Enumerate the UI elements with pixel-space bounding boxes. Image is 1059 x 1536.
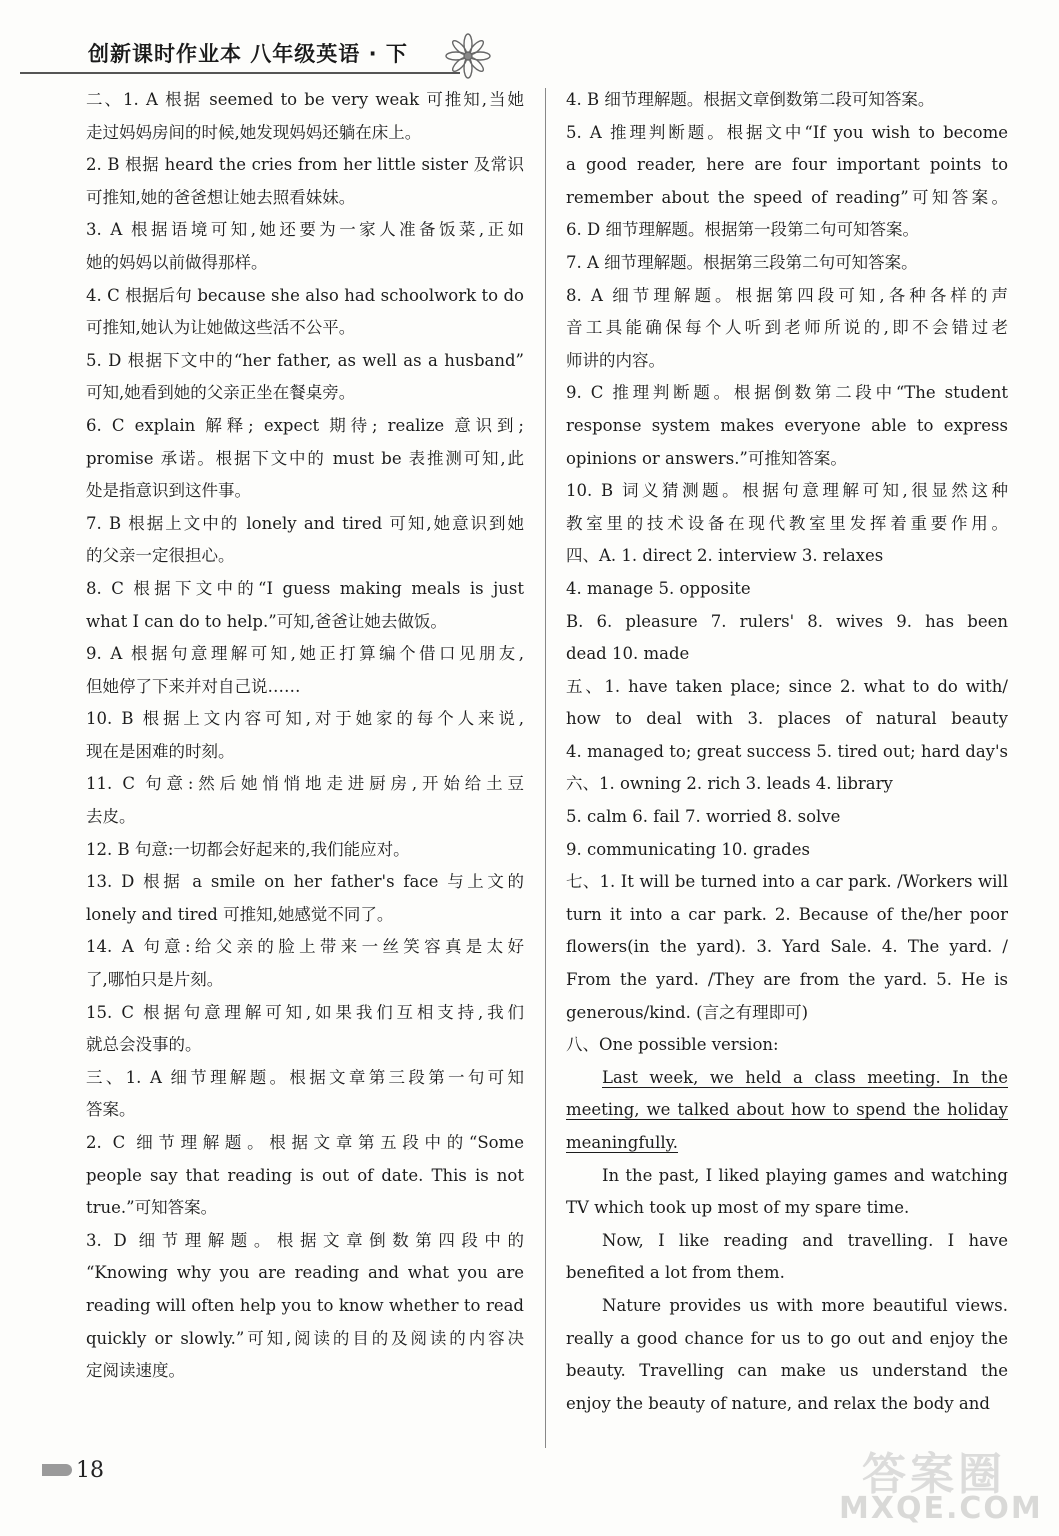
right-column — [566, 84, 1008, 1420]
text-line: lonely and tired 可推知,她感觉不同了。 — [86, 904, 394, 924]
text-line: 三、1. A 细节理解题。根据文章第三段第一句可知 — [86, 1067, 524, 1087]
text-line: 5. calm 6. fail 7. worried 8. solve — [566, 807, 841, 827]
text-line: 处是指意识到这件事。 — [86, 481, 251, 501]
text-line: TV which took up most of my spare time. — [566, 1198, 910, 1218]
text-line: B. 6. pleasure 7. rulers' 8. wives 9. has been — [566, 611, 1008, 631]
text-line: 5. A 推理判断题。根据文中“If you wish to become — [566, 122, 1008, 142]
text-line: beauty. Travelling can make us understand the — [566, 1361, 1008, 1381]
text-line: how to deal with 3. places of natural beauty — [566, 709, 1008, 729]
text-line: 八、One possible version: — [566, 1035, 779, 1055]
text-line: true.”可知答案。 — [86, 1198, 218, 1218]
text-line: 她的妈妈以前做得那样。 — [86, 252, 268, 272]
text-line: 答案。 — [86, 1100, 136, 1120]
text-line: 10. B 根据上文内容可知,对于她家的每个人来说, — [86, 709, 524, 729]
text-line: 现在是困难的时刻。 — [86, 741, 235, 761]
text-line: 四、A. 1. direct 2. interview 3. relaxes — [566, 546, 884, 566]
text-line: dead 10. made — [566, 644, 690, 664]
text-line: a good reader, here are four important points to — [566, 155, 1008, 175]
text-line: 4. manage 5. opposite — [566, 578, 751, 598]
header-rule — [20, 72, 460, 74]
column-divider — [545, 88, 546, 1448]
text-line: what I can do to help.”可知,爸爸让她去做饭。 — [86, 611, 447, 631]
text-line: 音工具能确保每个人听到老师所说的,即不会错过老 — [566, 318, 1008, 338]
text-line: 10. B 词义猜测题。根据句意理解可知,很显然这种 — [566, 481, 1008, 501]
text-line: 7. A 细节理解题。根据第三段第二句可知答案。 — [566, 252, 918, 272]
text-line: benefited a lot from them. — [566, 1263, 785, 1283]
text-line: 7. B 根据上文中的 lonely and tired 可知,她意识到她 — [86, 513, 524, 533]
text-line: 5. D 根据下文中的“her father, as well as a husband” — [86, 350, 524, 370]
text-line: 4. C 根据后句 because she also had schoolwork to do — [86, 285, 524, 305]
text-line: In the past, I liked playing games and watching — [602, 1165, 1008, 1185]
text-line: 教室里的技术设备在现代教室里发挥着重要作用。 — [566, 513, 1008, 533]
text-line: generous/kind. (言之有理即可) — [566, 1002, 809, 1022]
left-column — [86, 84, 524, 1388]
text-line: 6. C explain 解释; expect 期待; realize 意识到; — [86, 415, 524, 435]
text-line: Nature provides us with more beautiful views. — [602, 1295, 1008, 1315]
text-line: quickly or slowly.”可知,阅读的目的及阅读的内容决 — [86, 1328, 524, 1348]
text-line: 11. C 句意:然后她悄悄地走进厨房,开始给土豆 — [86, 774, 524, 794]
text-line: 9. A 根据句意理解可知,她正打算编个借口见朋友, — [86, 644, 524, 664]
text-line: reading will often help you to know whether to read — [86, 1295, 524, 1315]
text-line: 9. C 推理判断题。根据倒数第二段中“The student — [566, 383, 1008, 403]
text-line: 二、1. A 根据 seemed to be very weak 可推知,当她 — [86, 90, 524, 109]
text-line: response system makes everyone able to express — [566, 415, 1008, 435]
text-line: flowers(in the yard). 3. Yard Sale. 4. The yard. / — [566, 937, 1008, 957]
watermark — [839, 1438, 1043, 1530]
text-line: 的父亲一定很担心。 — [86, 546, 235, 566]
page-number: 18 — [76, 1457, 104, 1483]
text-line: 6. D 细节理解题。根据第一段第二句可知答案。 — [566, 220, 919, 240]
page-header — [20, 32, 520, 84]
text-line: 定阅读速度。 — [86, 1361, 185, 1381]
page-tab-icon — [42, 1464, 72, 1476]
book-title: 创新课时作业本 八年级英语 · 下 — [88, 42, 408, 66]
text-line: 可推知,她认为让她做这些活不公平。 — [86, 318, 356, 338]
watermark-logo: 答案圈 — [862, 1449, 1006, 1500]
text-line: remember about the speed of reading”可知答案。 — [566, 187, 1008, 207]
text-line: 可推知,她的爸爸想让她去照看妹妹。 — [86, 187, 356, 207]
text-line: Last week, we held a class meeting. In the — [602, 1067, 1008, 1087]
text-line: 8. A 细节理解题。根据第四段可知,各种各样的声 — [566, 285, 1008, 305]
watermark-url: MXQE.COM — [839, 1491, 1043, 1526]
text-line: opinions or answers.”可推知答案。 — [566, 448, 847, 468]
text-line: really a good chance for us to go out and enjoy the — [566, 1328, 1008, 1348]
text-line: 就总会没事的。 — [86, 1035, 202, 1055]
text-line: 13. D 根据 a smile on her father's face 与上文的 — [86, 872, 524, 892]
text-line: 4. managed to; great success 5. tired out; hard day's — [566, 741, 1008, 761]
text-line: 走过妈妈房间的时候,她发现妈妈还躺在床上。 — [86, 122, 422, 142]
text-line: promise 承诺。根据下文中的 must be 表推测可知,此 — [86, 448, 524, 468]
text-line: 去皮。 — [86, 807, 136, 827]
text-line: 五、1. have taken place; since 2. what to do with/ — [566, 676, 1008, 696]
text-line: “Knowing why you are reading and what you are — [86, 1263, 524, 1283]
text-line: 8. C 根据下文中的“I guess making meals is just — [86, 578, 524, 598]
text-line: 六、1. owning 2. rich 3. leads 4. library — [566, 774, 893, 794]
text-line: 可知,她看到她的父亲正坐在餐桌旁。 — [86, 383, 356, 403]
text-line: enjoy the beauty of nature, and relax the body and — [566, 1393, 990, 1413]
text-line: 2. B 根据 heard the cries from her little sister 及常识 — [86, 155, 524, 175]
text-line: 9. communicating 10. grades — [566, 839, 810, 859]
text-line: Now, I like reading and travelling. I have — [602, 1230, 1008, 1250]
text-line: 2. C 细节理解题。根据文章第五段中的“Some — [86, 1133, 524, 1152]
text-line: 14. A 句意:给父亲的脸上带来一丝笑容真是太好 — [86, 937, 524, 957]
text-line: turn it into a car park. 2. Because of the/her poor — [566, 904, 1008, 924]
text-line: 15. C 根据句意理解可知,如果我们互相支持,我们 — [86, 1002, 524, 1022]
text-line: 师讲的内容。 — [566, 350, 665, 370]
text-line: 4. B 细节理解题。根据文章倒数第二段可知答案。 — [566, 90, 935, 109]
flower-icon — [440, 32, 496, 84]
text-line: 3. D 细节理解题。根据文章倒数第四段中的 — [86, 1230, 524, 1250]
text-line: meeting, we talked about how to spend the holiday — [566, 1100, 1008, 1120]
page-number-area — [42, 1452, 104, 1488]
text-line: 3. A 根据语境可知,她还要为一家人准备饭菜,正如 — [86, 220, 524, 240]
text-line: 12. B 句意:一切都会好起来的,我们能应对。 — [86, 839, 410, 859]
text-line: meaningfully. — [566, 1133, 679, 1152]
text-line: 了,哪怕只是片刻。 — [86, 970, 224, 990]
text-line: 但她停了下来并对自己说…… — [86, 676, 301, 696]
text-line: From the yard. /They are from the yard. 5. He is — [566, 970, 1008, 990]
text-line: people say that reading is out of date. This is not — [86, 1165, 524, 1185]
text-line: 七、1. It will be turned into a car park. /Workers will — [566, 872, 1008, 892]
